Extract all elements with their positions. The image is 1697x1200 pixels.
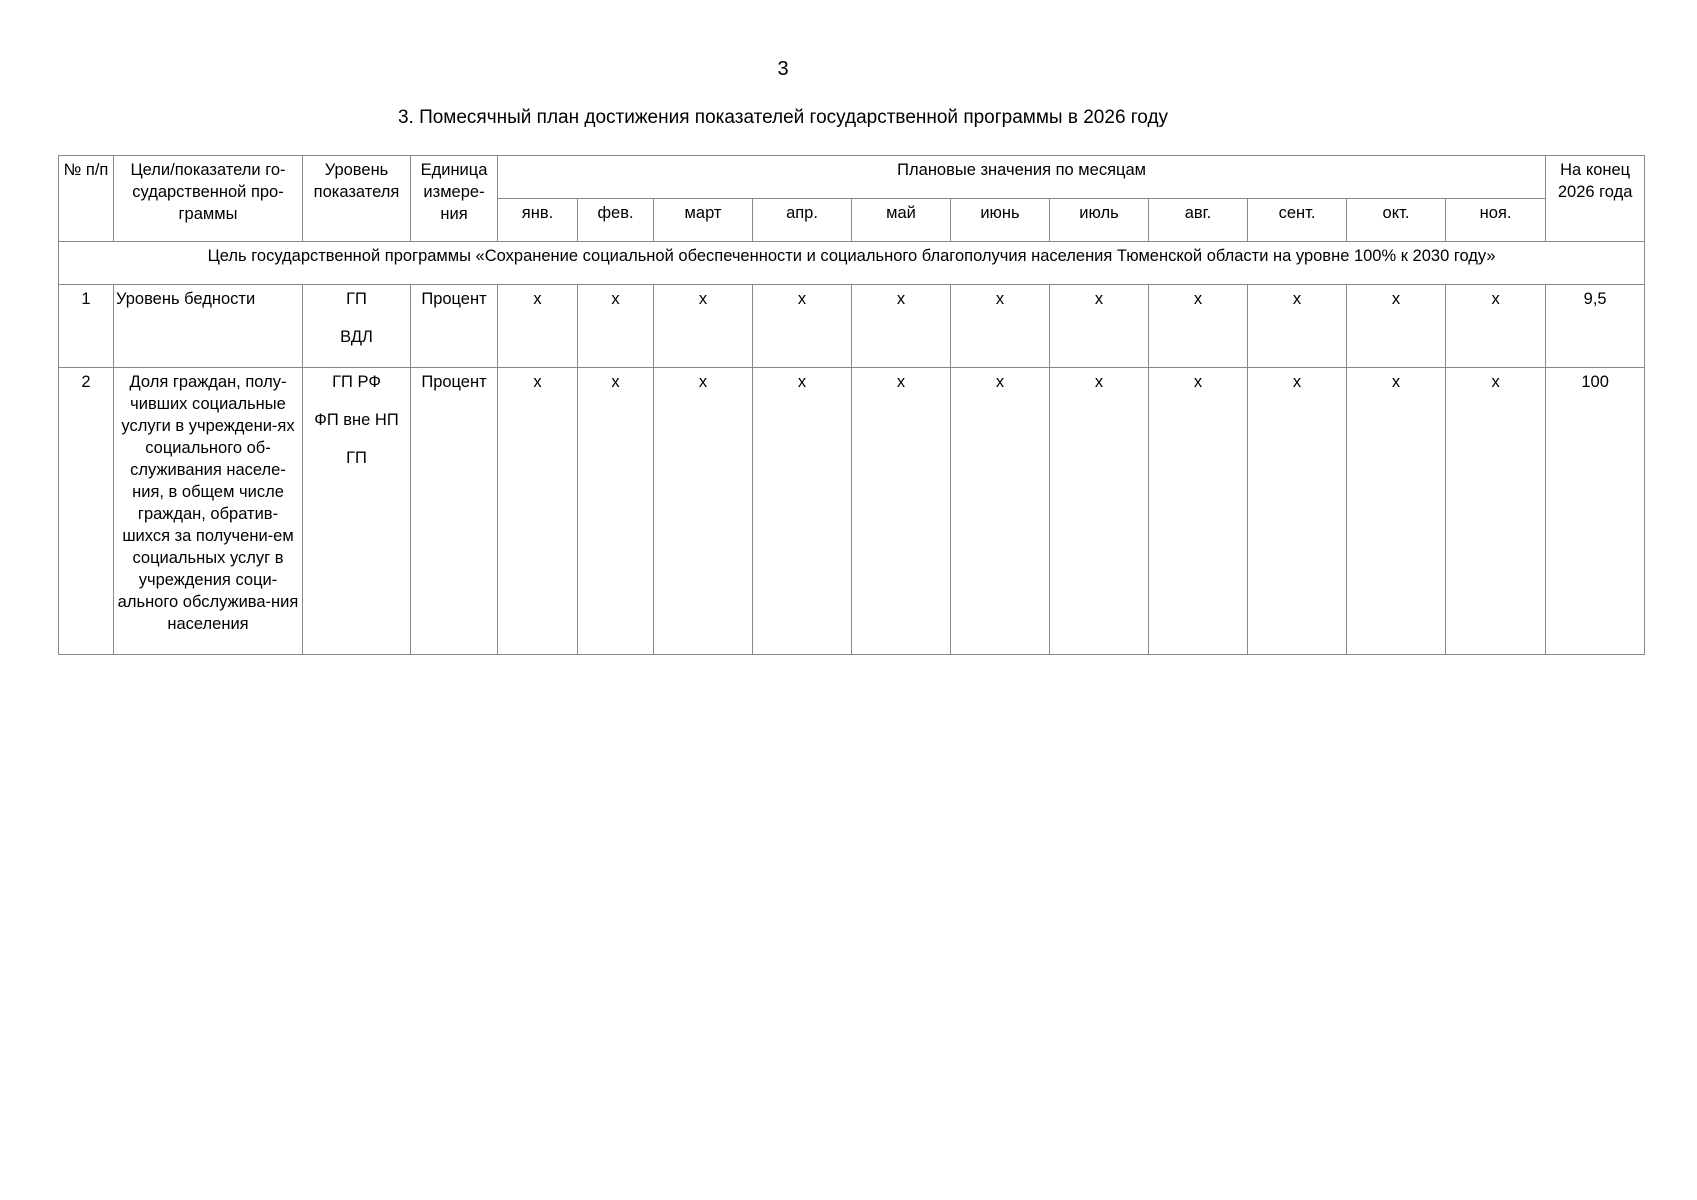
row-month-value: x <box>1248 368 1347 655</box>
level-value: ВДЛ <box>340 328 373 346</box>
row-unit: Процент <box>411 368 498 655</box>
row-month-value: x <box>498 285 578 368</box>
row-month-value: x <box>654 285 753 368</box>
level-value: ГП <box>346 290 367 308</box>
header-end: На конец 2026 года <box>1546 156 1645 242</box>
goal-row <box>59 242 1645 285</box>
row-month-value: x <box>1149 285 1248 368</box>
row-month-value: x <box>578 368 654 655</box>
table-row <box>59 285 1645 368</box>
row-month-value: x <box>1347 368 1446 655</box>
monthly-plan-table <box>58 155 1645 655</box>
header-month: апр. <box>753 199 852 242</box>
header-month: март <box>654 199 753 242</box>
row-end-value: 100 <box>1546 368 1645 655</box>
row-level <box>303 285 411 368</box>
row-indicator-name: Доля граждан, полу-чивших социальные услуги в учреждени-ях социального об-служивания населе-ния, в общем числе граждан, обратив-шихся за получени-ем социальных услуг в учреждения соци-ального обслужива-ния населения <box>114 368 303 655</box>
row-month-value: x <box>654 368 753 655</box>
document-title <box>0 107 1697 129</box>
level-value: ГП РФ <box>332 373 381 391</box>
header-month: июль <box>1050 199 1149 242</box>
row-month-value: x <box>852 285 951 368</box>
header-month: июнь <box>951 199 1050 242</box>
row-month-value: x <box>1050 285 1149 368</box>
row-month-value: x <box>951 368 1050 655</box>
row-month-value: x <box>1248 285 1347 368</box>
row-month-value: x <box>498 368 578 655</box>
header-month: фев. <box>578 199 654 242</box>
header-month: май <box>852 199 951 242</box>
row-month-value: x <box>578 285 654 368</box>
header-month: ноя. <box>1446 199 1546 242</box>
header-month: янв. <box>498 199 578 242</box>
row-level <box>303 368 411 655</box>
row-month-value: x <box>1446 368 1546 655</box>
row-month-value: x <box>1347 285 1446 368</box>
row-month-value: x <box>753 285 852 368</box>
row-num: 1 <box>59 285 114 368</box>
page-number-text: 3 <box>777 58 789 80</box>
row-month-value: x <box>1149 368 1248 655</box>
row-month-value: x <box>1446 285 1546 368</box>
document-title-text: 3. Помесячный план достижения показателей государственной программы в 2026 году <box>397 107 1169 128</box>
header-month: окт. <box>1347 199 1446 242</box>
header-month: авг. <box>1149 199 1248 242</box>
row-month-value: x <box>852 368 951 655</box>
header-monthly: Плановые значения по месяцам <box>498 156 1546 199</box>
row-end-value: 9,5 <box>1546 285 1645 368</box>
row-month-value: x <box>951 285 1050 368</box>
row-month-value: x <box>1050 368 1149 655</box>
row-num: 2 <box>59 368 114 655</box>
header-num: № п/п <box>59 156 114 242</box>
row-month-value: x <box>753 368 852 655</box>
level-value: ФП вне НП <box>314 411 399 429</box>
goal-text: Цель государственной программы «Сохранение социальной обеспеченности и социального благополучия населения Тюменской области на уровне 100% к 2030 году» <box>59 242 1645 285</box>
row-indicator-name: Уровень бедности <box>114 285 303 368</box>
page-number <box>0 58 1697 81</box>
header-level: Уровень показателя <box>303 156 411 242</box>
header-month: сент. <box>1248 199 1347 242</box>
header-row <box>59 156 1645 199</box>
header-unit: Единица измере-ния <box>411 156 498 242</box>
table-row <box>59 368 1645 655</box>
level-value: ГП <box>346 449 367 467</box>
row-unit: Процент <box>411 285 498 368</box>
header-goal: Цели/показатели го-сударственной про-граммы <box>114 156 303 242</box>
